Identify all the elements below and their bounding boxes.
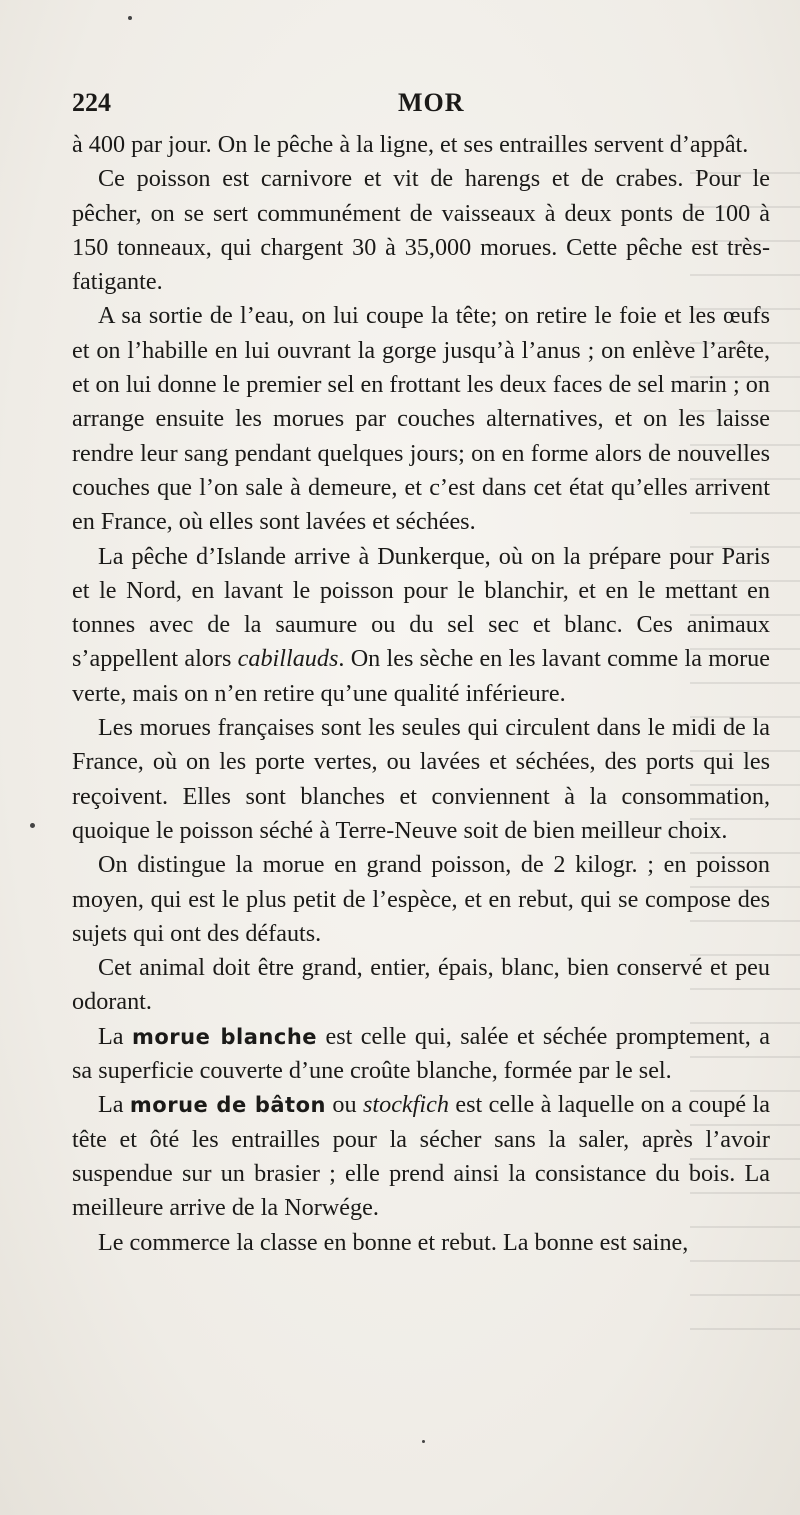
italic-term: cabillauds bbox=[237, 645, 339, 673]
ink-speck bbox=[128, 16, 132, 20]
italic-term: stockfich bbox=[362, 1091, 449, 1119]
paragraph bbox=[72, 848, 770, 951]
text-run: La bbox=[98, 1091, 130, 1119]
paragraph bbox=[72, 1020, 770, 1089]
paragraph bbox=[72, 951, 770, 1020]
text-run: A sa sortie de l’eau, on lui coupe la tête; on retire le foie et les œufs et on l’habille en lui ouvrant la gorge jusqu’à l’anus ; on enlève l’arête, et on lui donne le premier sel en frottant les deux faces de sel marin ; on arrange ensuite les morues par couches alternatives, et on les laisse rendre leur sang pendant quelques jours; on en forme alors de nouvelles couches que l’on sale à demeure, et c’est dans cet état qu’elles arrivent en France, où elles sont lavées et séchées. bbox=[72, 302, 770, 536]
page-header bbox=[72, 88, 772, 128]
page-number: 224 bbox=[72, 88, 111, 117]
paragraph bbox=[72, 1226, 770, 1260]
text-run: Le commerce la classe en bonne et rebut. La bonne est saine, bbox=[98, 1228, 689, 1256]
text-run: est celle à laquelle on a coupé la tête et ôté les entrailles pour la sécher sans la saler, après l’avoir suspendue sur un brasier ; elle prend ainsi la consistance du bois. La meilleure arrive de la Norwége. bbox=[72, 1091, 771, 1222]
ink-speck bbox=[30, 823, 35, 828]
paragraph bbox=[72, 1088, 770, 1225]
text-run: ou bbox=[325, 1091, 363, 1119]
text-run: La bbox=[98, 1022, 132, 1050]
text-run: à 400 par jour. On le pêche à la ligne, et ses entrailles servent d’appât. bbox=[72, 131, 749, 158]
ink-speck bbox=[422, 1440, 425, 1443]
text-run: . On les sèche en les lavant comme la morue verte, mais on n’en retire qu’une qualité inférieure. bbox=[72, 645, 770, 707]
text-run: Cet animal doit être grand, entier, épais, blanc, bien conservé et peu odorant. bbox=[72, 954, 770, 1016]
text-run: est celle qui, salée et séchée promptement, a sa superficie couverte d’une croûte blanche, formée par le sel. bbox=[72, 1022, 770, 1085]
paragraph bbox=[72, 711, 770, 848]
paragraph bbox=[72, 540, 770, 711]
text-run: Ce poisson est carnivore et vit de harengs et de crabes. Pour le pêcher, on se sert communément de vaisseaux à deux ponts de 100 à 150 tonneaux, qui chargent 30 à 35,000 morues. Cette pêche est très-fatigante. bbox=[72, 165, 770, 296]
paragraph bbox=[72, 299, 770, 539]
running-head: MOR bbox=[398, 88, 465, 117]
text-run: Les morues françaises sont les seules qui circulent dans le midi de la France, où on les porte vertes, ou lavées et séchées, des ports qui les reçoivent. Elles sont blanches et conviennent à la consommation, quoique le poisson séché à Terre-Neuve soit de bien meilleur choix. bbox=[72, 714, 770, 844]
bold-term: morue de bâton bbox=[129, 1093, 326, 1118]
text-run: On distingue la morue en grand poisson, de 2 kilogr. ; en poisson moyen, qui est le plus petit de l’espèce, et en rebut, qui se compose des sujets qui ont des défauts. bbox=[72, 851, 770, 947]
text-run: La pêche d’Islande arrive à Dunkerque, où on la prépare pour Paris et le Nord, en lavant le poisson pour le blanchir, et en le mettant en tonnes avec de la saumure ou du sel sec et blanc. Ces animaux s’appellent alors bbox=[72, 542, 770, 673]
paragraph bbox=[72, 162, 770, 299]
bold-term: morue blanche bbox=[131, 1024, 318, 1049]
paragraph bbox=[72, 128, 770, 162]
body-text bbox=[72, 128, 770, 1260]
